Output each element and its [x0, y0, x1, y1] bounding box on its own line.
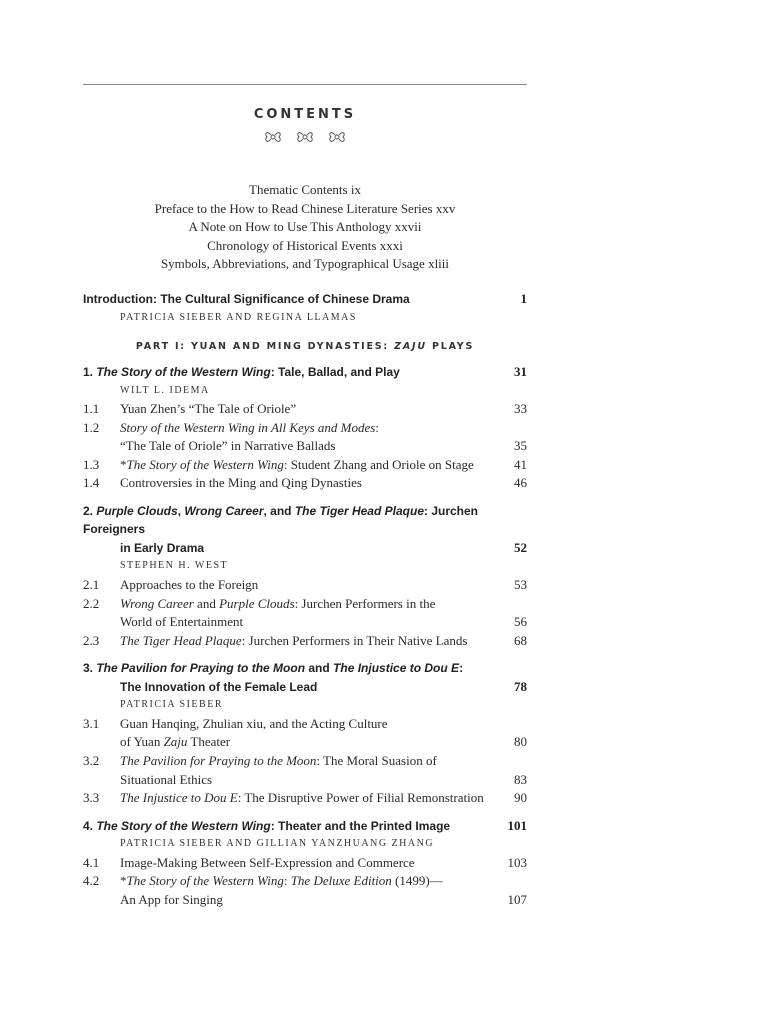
section-1-3[interactable]: 1.3 *The Story of the Western Wing: Student Zhang and Oriole on Stage 41 [83, 456, 527, 475]
section-3-2[interactable]: 3.2 The Pavilion for Praying to the Moon: The Moral Suasion of Situational Ethics 83 [83, 752, 527, 789]
intro-entry[interactable] [83, 290, 527, 309]
flower-ornament-icon [263, 130, 283, 144]
section-page: 83 [514, 771, 527, 787]
section-page: 90 [514, 790, 527, 806]
section-page: 33 [514, 401, 527, 416]
section-4-2[interactable]: 4.2 *The Story of the Western Wing: The Deluxe Edition (1499)— An App for Singing 107 [83, 872, 527, 909]
chapter-1-entry[interactable]: 1. The Story of the Western Wing: Tale, Ballad, and Play 31 [83, 363, 527, 382]
chapter-2-entry[interactable]: 2. Purple Clouds, Wrong Career, and The Tiger Head Plaque: Jurchen Foreigners in Early Drama 52 [83, 502, 527, 558]
section-number: 4.2 [83, 873, 100, 889]
part-heading: PART I: YUAN AND MING DYNASTIES: ZAJU PLAYS [135, 341, 475, 352]
chapter-page: 52 [514, 539, 527, 555]
section-3-3[interactable]: 3.3 The Injustice to Dou E: The Disruptive Power of Filial Remonstration 90 [83, 789, 527, 808]
section-number: 3.3 [83, 790, 100, 806]
chapter-4-entry[interactable]: 4. The Story of the Western Wing: Theater and the Printed Image 101 [83, 817, 527, 836]
section-page: 103 [507, 854, 527, 870]
section-page: 46 [514, 475, 527, 491]
section-page: 68 [514, 632, 527, 648]
top-rule [83, 84, 527, 85]
section-3-1[interactable]: 3.1 Guan Hanqing, Zhulian xiu, and the Acting Culture of Yuan Zaju Theater 80 [83, 715, 527, 752]
section-page: 56 [514, 614, 527, 630]
intro-authors: PATRICIA SIEBER AND REGINA LLAMAS [120, 311, 357, 323]
section-1-2[interactable]: 1.2 Story of the Western Wing in All Keys and Modes: “The Tale of Oriole” in Narrative Ballads 35 [83, 419, 527, 456]
table-of-contents [83, 290, 527, 910]
chapter-author: PATRICIA SIEBER AND GILLIAN YANZHUANG ZHANG [120, 838, 435, 850]
section-number: 3.2 [83, 753, 100, 769]
front-matter-list [83, 181, 527, 274]
front-matter-item[interactable]: Chronology of Historical Events xxxi [207, 237, 403, 253]
chapter-author: WILT L. IDEMA [120, 384, 210, 396]
intro-page: 1 [520, 291, 527, 306]
front-matter-item[interactable]: Symbols, Abbreviations, and Typographical Usage xliii [160, 256, 450, 272]
section-2-2[interactable]: 2.2 Wrong Career and Purple Clouds: Jurchen Performers in the World of Entertainment 56 [83, 595, 527, 632]
chapter-page: 31 [514, 364, 527, 379]
flower-ornament-icon [295, 130, 315, 144]
chapter-page: 101 [507, 817, 527, 833]
front-matter-item[interactable]: A Note on How to Use This Anthology xxvii [188, 219, 422, 235]
section-1-1[interactable]: 1.1 Yuan Zhen’s “The Tale of Oriole” 33 [83, 400, 527, 419]
ornament-row [83, 130, 527, 149]
chapter-author: STEPHEN H. WEST [120, 560, 229, 572]
section-number: 3.1 [83, 715, 100, 731]
chapter-page: 78 [514, 678, 527, 694]
section-number: 1.2 [83, 419, 100, 435]
chapter-author: PATRICIA SIEBER [120, 699, 223, 711]
section-page: 41 [514, 456, 527, 472]
section-number: 1.4 [83, 475, 100, 491]
section-number: 2.3 [83, 632, 100, 648]
section-number: 1.1 [83, 401, 100, 416]
section-4-1[interactable]: 4.1 Image-Making Between Self-Expression and Commerce 103 [83, 854, 527, 873]
front-matter-item[interactable]: Preface to the How to Read Chinese Literature Series xxv [154, 200, 456, 216]
section-page: 53 [514, 576, 527, 592]
section-number: 2.2 [83, 595, 100, 611]
section-page: 80 [514, 734, 527, 750]
section-number: 1.3 [83, 456, 100, 472]
page-title: CONTENTS [253, 107, 357, 122]
section-2-3[interactable]: 2.3 The Tiger Head Plaque: Jurchen Performers in Their Native Lands 68 [83, 632, 527, 651]
section-page: 107 [507, 892, 527, 907]
intro-title: Introduction: The Cultural Significance of Chinese Drama [83, 292, 410, 306]
section-page: 35 [514, 438, 527, 454]
section-number: 4.1 [83, 854, 100, 870]
section-1-4[interactable]: 1.4 Controversies in the Ming and Qing Dynasties 46 [83, 474, 527, 493]
section-2-1[interactable]: 2.1 Approaches to the Foreign 53 [83, 576, 527, 595]
flower-ornament-icon [327, 130, 347, 144]
chapter-3-entry[interactable]: 3. The Pavilion for Praying to the Moon and The Injustice to Dou E: The Innovation of the Female Lead 78 [83, 659, 527, 696]
section-number: 2.1 [83, 576, 100, 592]
front-matter-item[interactable]: Thematic Contents ix [249, 182, 361, 197]
